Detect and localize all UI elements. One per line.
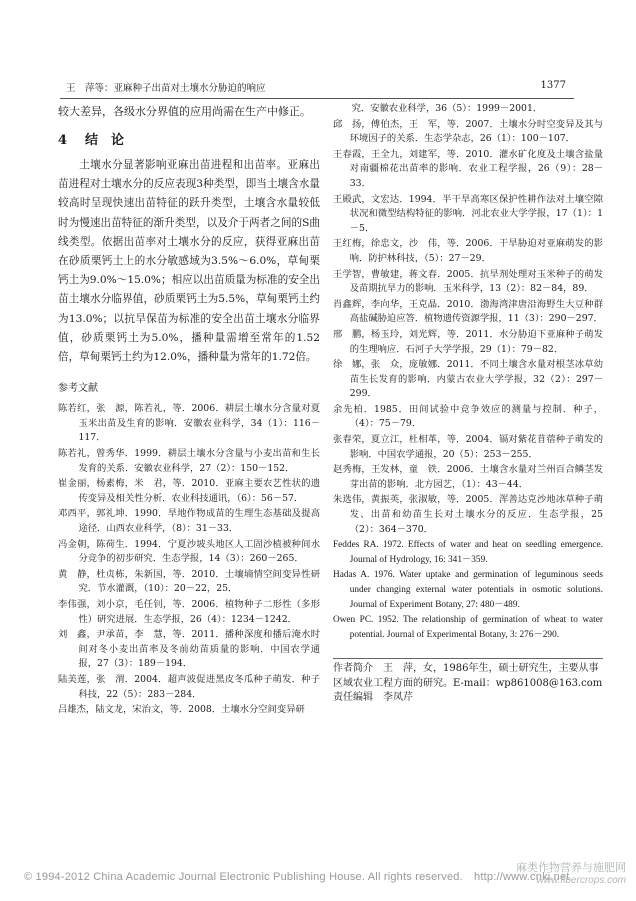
lead-paragraph: 较大差异，各级水分界值的应用尚需在生产中修正。 xyxy=(58,105,311,118)
reference-item: 王学智，曹敏建，蒋文春．2005．抗旱剂处理对玉米种子的萌发及苗期抗旱力的影响．玉米科学，13（2）：82－84，89． xyxy=(333,268,603,295)
references-list-right xyxy=(333,102,603,642)
conclusion-paragraph: 土壤水分显著影响亚麻出苗进程和出苗率。亚麻出苗进程对土壤水分的反应表现3种类型，即当土壤含水量较高时呈现快速出苗特征的跃升类型，土壤含水量较低时为慢速出苗特征的渐升类型，以及介于两者之间的S曲线类型。依据出苗率对土壤水分的反应，获得亚麻出苗在砂质栗钙土上的水分敏感域为3.5%～6.0%，草甸栗钙土为9.0%～15.0%；相应以出苗质量为标准的安全出苗土壤水分临界值，砂质栗钙土为5.5%，草甸栗钙土约为13.0%；以抗旱保苗为标准的安全出苗土壤水分临界值，砂质栗钙土为5.0%，播种量需增至常年的1.52倍，草甸栗钙土约为12.0%，播种量为常年的1.72倍。 xyxy=(58,159,320,364)
reference-item: 李伟强，刘小京，毛任钊，等．2006．植物种子二形性（多形性）研究进展．生态学报，26（4）：1234－1242． xyxy=(58,598,320,625)
reference-item: 陆美莲，张 渭．2004．超声波促进黑皮冬瓜种子萌发．种子科技，22（5）：283－284． xyxy=(58,673,320,700)
reference-item: 王殿武，文宏达．1994．半干旱高寒区保护性耕作法对土壤空隙状况和微型结构特征的影响．河北农业大学学报，17（1）：1－5． xyxy=(333,193,603,234)
section-number: 4 xyxy=(58,133,68,148)
references-heading: 参考文献 xyxy=(58,383,98,395)
references-list-left xyxy=(58,402,320,717)
copyright-footer: © 1994-2012 China Academic Journal Electronic Publishing House. All rights reserved. http://www.cnki.net xyxy=(24,871,570,883)
reference-item: 陈若礼，曾秀华．1999．耕层土壤水分含量与小麦出苗和生长发育的关系．安徽农业科学，27（2）：150－152． xyxy=(58,448,320,474)
reference-item-english: Owen PC. 1952. The relationship of germination of wheat to water potential. Journal of Experimental Botany, 3: 276－290. xyxy=(333,615,603,640)
editor-line: 责任编辑 李凤芹 xyxy=(333,692,413,704)
reference-item: 刘 鑫，尹承苗，李 慧，等．2011．播种深度和播后淹水时间对冬小麦出苗率及冬前幼苗质量的影响．中国农学通报，27（3）：189－194． xyxy=(58,629,320,670)
reference-item-english: Hadas A. 1976. Water uptake and germination of leguminous seeds under changing external water potentials in osmotic solutions. Journal of Experiment Botany, 27: 480－489. xyxy=(333,570,603,610)
watermark-url: www.fibercrops.com xyxy=(536,875,626,886)
reference-item: 肖鑫辉，李向华，王克晶．2010．渤海湾津唐沿海野生大豆种群高盐碱胁迫应答．植物遗传资源学报，11（3）：290－297． xyxy=(333,298,603,325)
reference-item: 王春霞，王全九，刘建军，等．2010．灌水矿化度及土壤含盐量对南疆棉花出苗率的影响．农业工程学报，26（9）：28－33． xyxy=(333,148,603,189)
author-bio: 作者简介 王 萍，女，1986年生，硕士研究生，主要从事区域农业工程方面的研究。E-mail：wp861008@163.com xyxy=(333,663,603,689)
reference-item: 邢 鹏，杨玉玲，刘光辉，等．2011．水分胁迫下亚麻种子萌发的生理响应．石河子大学学报，29（1）：79－82． xyxy=(333,328,603,355)
reference-item: 余先柏．1985．田间试验中竞争效应的测量与控制．种子，（4）：75－79． xyxy=(333,403,603,430)
reference-item: 朱选伟，黄振英，张淑敏，等．2005．浑善达克沙地冰草种子萌发、出苗和幼苗生长对土壤水分的反应．生态学报，25（2）：364－370． xyxy=(333,494,603,535)
author-note xyxy=(333,658,603,706)
reference-item: 邓西平，郭礼坤．1990．旱地作物成苗的生理生态基础及提高途径．山西农业科学，（8）：31－33． xyxy=(58,508,320,534)
running-header-title: 王 萍等：亚麻种子出苗对土壤水分胁迫的响应 xyxy=(66,83,266,94)
reference-item: 张春荣，夏立江，杜相革，等．2004．镉对紫花苜蓿种子萌发的影响．中国农学通报，20（5）：253－255． xyxy=(333,434,603,460)
section-heading xyxy=(58,129,320,148)
reference-item: 王红梅，徐忠文，沙 伟，等．2006．干旱胁迫对亚麻萌发的影响．防护林科技，（5）：27－29． xyxy=(333,238,603,264)
section-title: 结 论 xyxy=(85,133,125,148)
reference-item: 崔金丽，杨素梅，米 君，等．2010．亚麻主要农艺性状的遗传变异及相关性分析．农业科技通讯，（6）：56－57． xyxy=(58,478,320,504)
reference-item: 徐 娜，张 众，庞敏娜．2011．不同土壤含水量对根茎冰草幼苗生长发育的影响．内蒙古农业大学学报，32（2）：297－299． xyxy=(333,359,603,400)
reference-item: 黄 静，杜贞栋，朱新国，等．2010．土壤墒情空间变异性研究．节水灌溉，（10）：20－22，25． xyxy=(58,568,320,595)
site-watermark xyxy=(496,855,626,891)
right-column xyxy=(333,102,603,706)
reference-continuation: 究．安徽农业科学，36（5）：1999－2001． xyxy=(351,103,543,114)
reference-item: 邱 扬，傅伯杰，王 军，等．2007．土壤水分时空变异及其与环境因子的关系．生态学杂志，26（1）：100－107． xyxy=(333,118,603,145)
reference-item: 陈若红，张 源，陈若礼，等．2006．耕层土壤水分含量对夏玉米出苗及生育的影响．安徽农业科学，34（1）：116－117． xyxy=(58,403,320,444)
reference-item-english: Feddes RA. 1972. Effects of water and heat on seedling emergence. Journal of Hydrology, 16: 341－359. xyxy=(333,540,603,565)
page-number: 1377 xyxy=(540,80,566,91)
reference-item: 冯金朝，陈荷生．1994．宁夏沙坡头地区人工固沙植被种间水分竞争的初步研究．生态学报，14（3）：260－265． xyxy=(58,538,320,565)
left-column xyxy=(58,102,320,719)
header-rule xyxy=(60,98,574,99)
reference-item: 赵秀梅，王发林，童 铁．2006．土壤含水量对兰州百合鳞茎发芽出苗的影响．北方园艺，（1）：43－44． xyxy=(333,464,603,490)
watermark-text-cn: 麻类作物营养与施肥网 xyxy=(516,861,626,874)
reference-item: 吕雄杰，陆文龙，宋治文，等．2008．土壤水分空间变异研 xyxy=(58,704,305,716)
